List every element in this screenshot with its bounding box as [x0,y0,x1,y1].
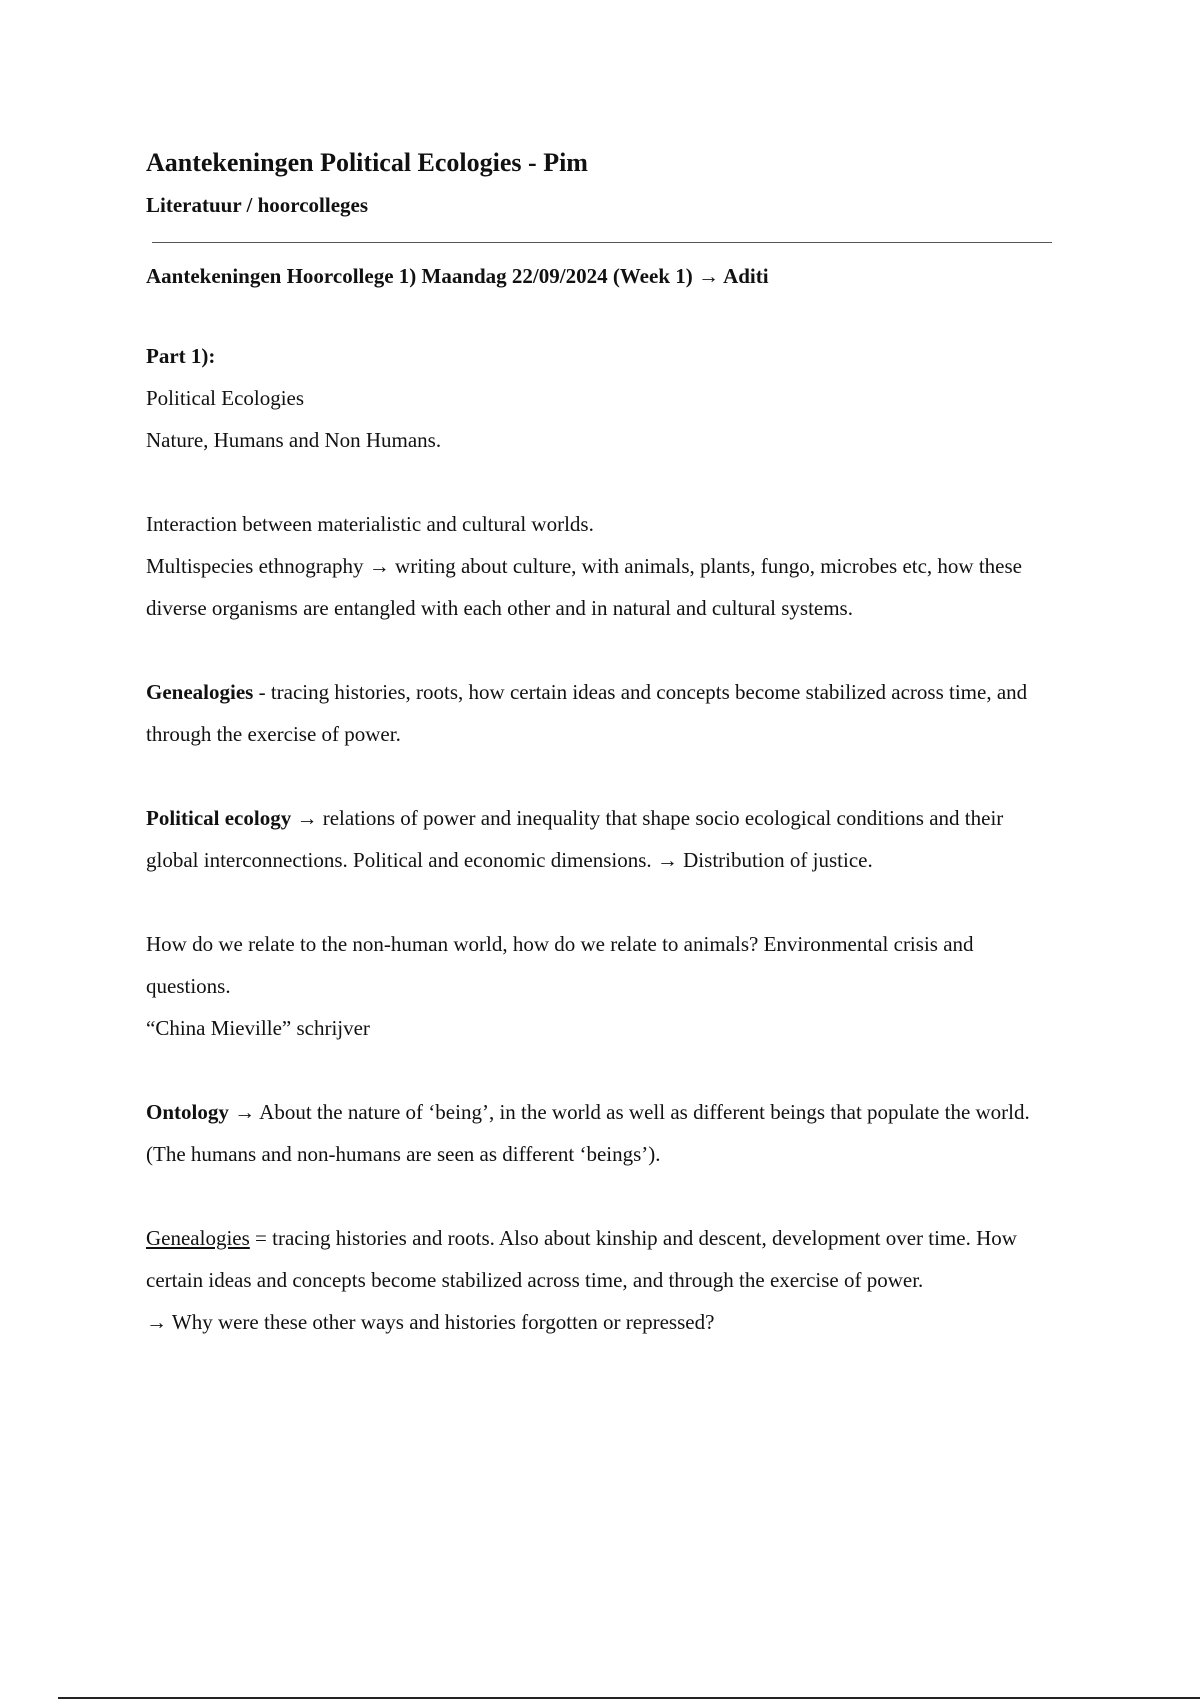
political-ecology-paragraph [146,797,1056,881]
genealogies-underlined-term: Genealogies [146,1226,250,1250]
genealogies-second-text: = tracing histories and roots. Also about kinship and descent, development over time. How certain ideas and concepts become stabilized across time, and through the exercise of power. [146,1226,1017,1292]
political-ecology-term: Political ecology [146,806,292,830]
spacer [146,1175,1056,1217]
part1-line-1: Political Ecologies [146,386,305,410]
repressed-question: → Why were these other ways and histories forgotten or repressed? [146,1310,715,1334]
genealogies-second-section [146,1217,1056,1343]
interaction-line-1: Interaction between materialistic and cultural worlds. [146,512,594,536]
genealogies-second-paragraph [146,1217,1056,1301]
lecture-heading: Aantekeningen Hoorcollege 1) Maandag 22/09/2024 (Week 1) → Aditi [146,264,769,288]
spacer [146,1049,1056,1091]
page-bottom-border [58,1697,1200,1699]
spacer [146,293,1056,335]
genealogies-term: Genealogies [146,680,254,704]
document-page [146,138,1056,1343]
spacer [146,755,1056,797]
relate-question: How do we relate to the non-human world, how do we relate to animals? Environmental crisis and questions. [146,932,974,998]
spacer [146,629,1056,671]
china-mieville-note: “China Mieville” schrijver [146,1016,370,1040]
relate-section [146,923,1056,1049]
genealogies-paragraph [146,671,1056,755]
part1-line-2: Nature, Humans and Non Humans. [146,428,442,452]
spacer [146,881,1056,923]
spacer [146,461,1056,503]
horizontal-divider [152,242,1052,243]
ontology-paragraph [146,1091,1056,1175]
document-subtitle: Literatuur / hoorcolleges [146,193,369,217]
ontology-term: Ontology [146,1100,229,1124]
political-ecology-text: → relations of power and inequality that shape socio ecological conditions and their global interconnections. Political and economic dimensions. → Distribution of justice. [146,806,1004,872]
part1-label: Part 1): [146,344,216,368]
document-title: Aantekeningen Political Ecologies - Pim [146,148,588,177]
multispecies-paragraph: Multispecies ethnography → writing about culture, with animals, plants, fungo, microbes etc, how these diverse organisms are entangled with each other and in natural and cultural systems. [146,554,1022,620]
genealogies-text: - tracing histories, roots, how certain ideas and concepts become stabilized across time, and through the exercise of power. [146,680,1028,746]
interaction-section [146,503,1056,629]
part1-section [146,335,1056,461]
ontology-text: → About the nature of ‘being’, in the world as well as different beings that populate the world. (The humans and non-humans are seen as different ‘beings’). [146,1100,1030,1166]
